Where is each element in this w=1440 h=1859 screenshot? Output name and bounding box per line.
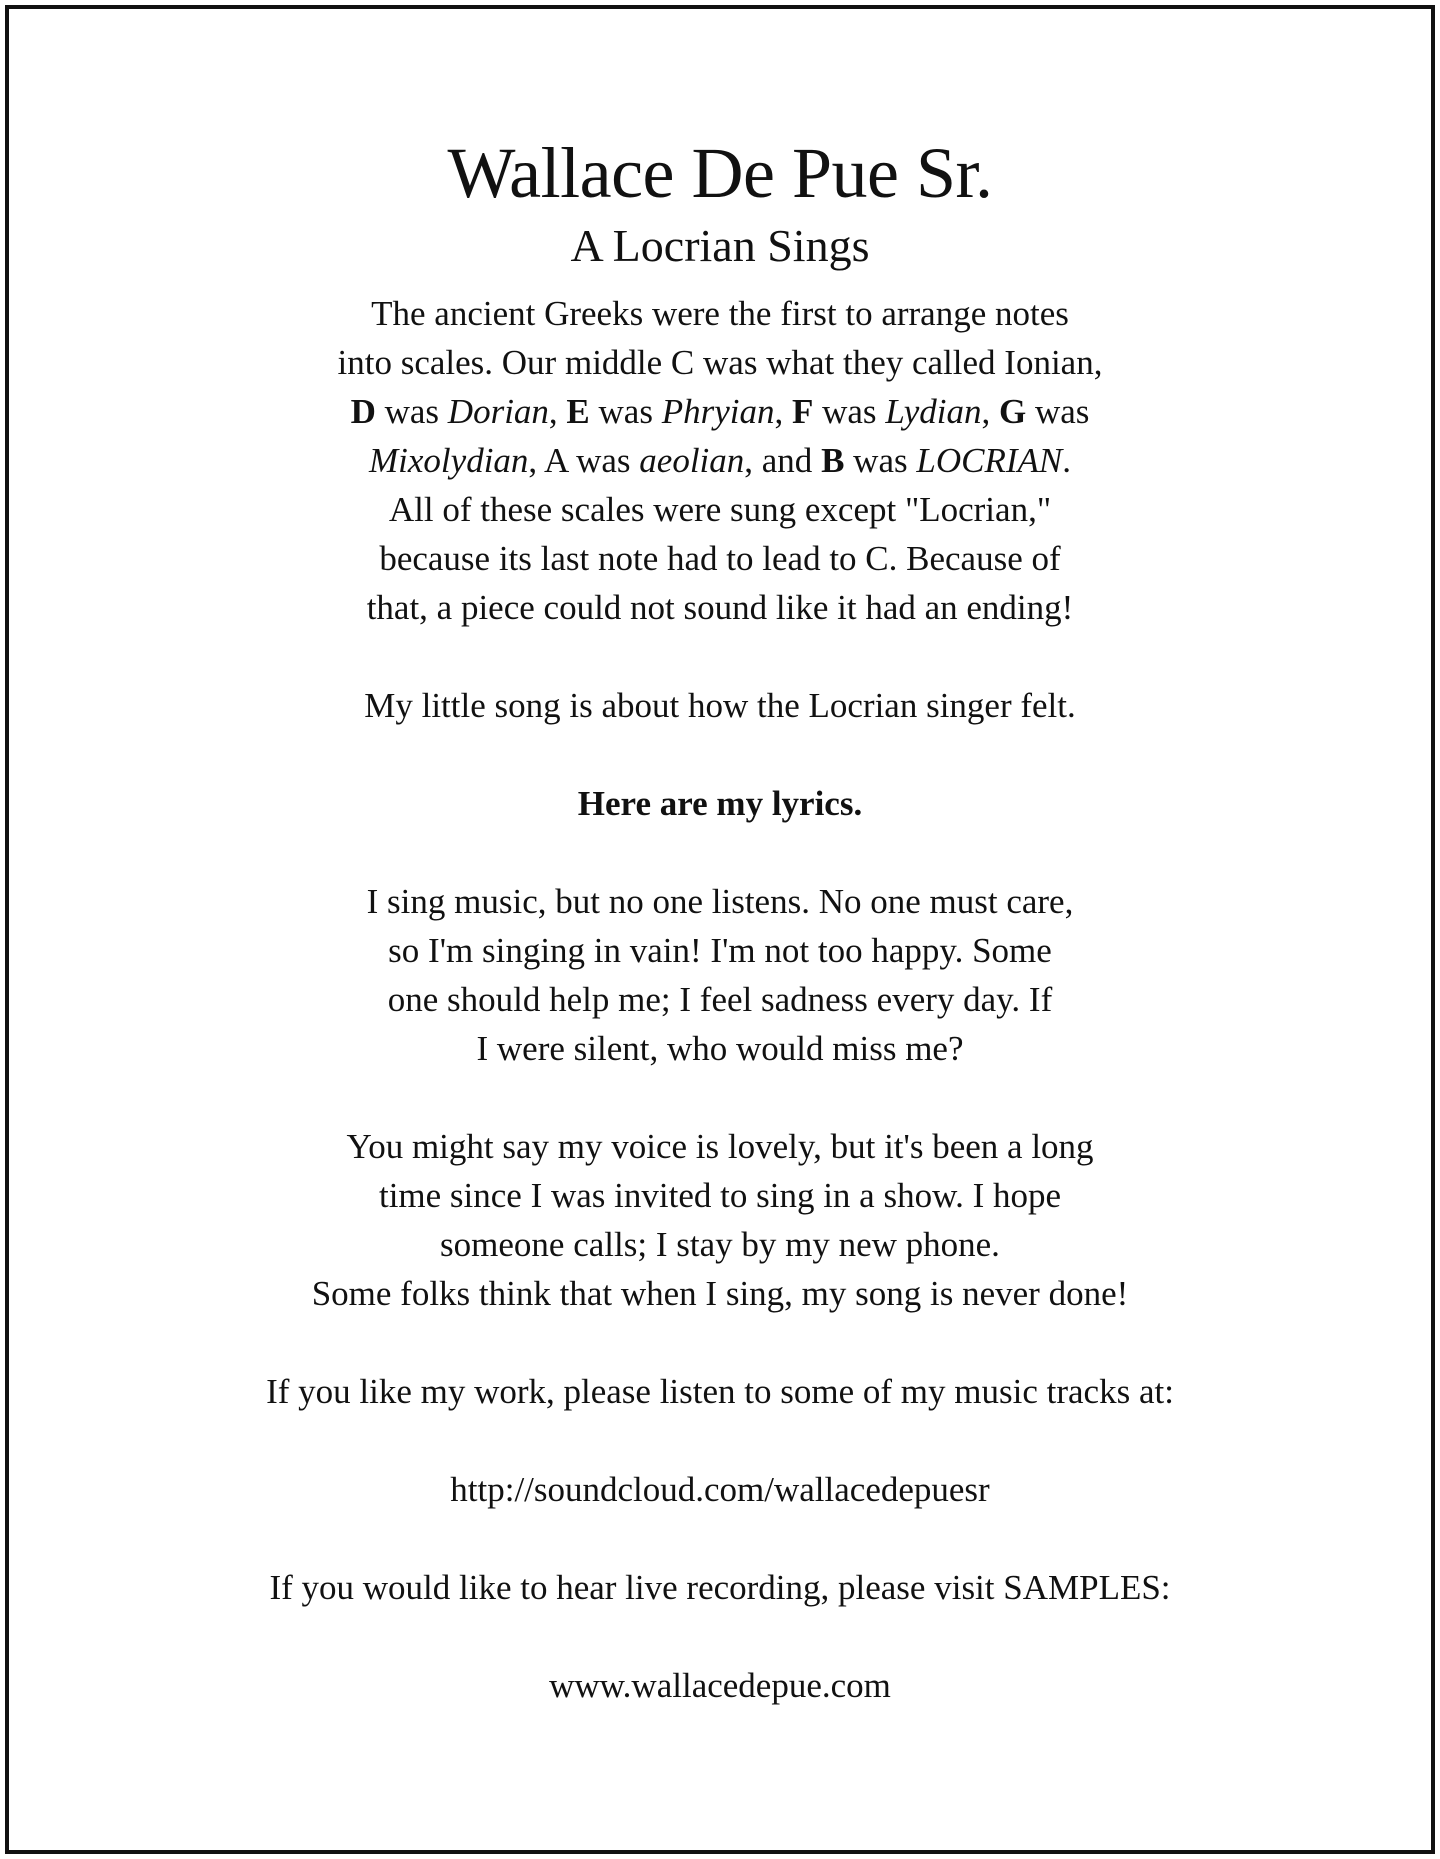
live-text-line: If you would like to hear live recording, please visit SAMPLES: (269, 1568, 1171, 1607)
text-sep: , (981, 392, 999, 431)
mode-locrian: LOCRIAN (916, 441, 1063, 480)
verse-2-line-1: You might say my voice is lovely, but it's been a long (346, 1127, 1094, 1166)
text-part: , and (744, 441, 822, 480)
spacer (9, 730, 1431, 779)
text-sep: , (548, 392, 567, 431)
intro-line-6: because its last note had to lead to C. Because of (379, 539, 1061, 578)
author-title: Wallace De Pue Sr. (447, 133, 993, 213)
verse-1-line-3: one should help me; I feel sadness every day. If (387, 980, 1053, 1019)
spacer (9, 1318, 1431, 1367)
verse-2-line-2: time since I was invited to sing in a show. I hope (378, 1176, 1062, 1215)
spacer (9, 1073, 1431, 1122)
text-part: was (844, 441, 917, 480)
spacer (9, 1416, 1431, 1465)
intro-line-1: The ancient Greeks were the first to arrange notes (371, 294, 1069, 333)
text-was: was (589, 392, 662, 431)
song-note (9, 681, 1431, 730)
note-d: D (350, 392, 376, 431)
song-title: A Locrian Sings (570, 220, 870, 271)
spacer (9, 1514, 1431, 1563)
mode-mixolydian: Mixolydian (369, 441, 529, 480)
lyrics-heading (9, 779, 1431, 828)
note-b: B (821, 441, 845, 480)
text-was: was (375, 392, 448, 431)
text-was: was (1026, 392, 1090, 431)
spacer (9, 632, 1431, 681)
text-part: , A was (528, 441, 640, 480)
spacer (9, 1612, 1431, 1661)
verse-1-line-4: I were silent, who would miss me? (476, 1029, 964, 1068)
text-end: . (1062, 441, 1071, 480)
verse-1 (9, 877, 1431, 1073)
website-link (9, 1661, 1431, 1710)
song-note-line: My little song is about how the Locrian singer felt. (364, 686, 1076, 725)
note-g: G (999, 392, 1027, 431)
verse-2 (9, 1122, 1431, 1318)
document-page (5, 5, 1435, 1854)
soundcloud-url: http://soundcloud.com/wallacedepuesr (450, 1470, 990, 1509)
listen-text-line: If you like my work, please listen to some of my music tracks at: (266, 1372, 1174, 1411)
intro-line-3 (9, 387, 1431, 436)
verse-2-line-4: Some folks think that when I sing, my song is never done! (311, 1274, 1129, 1313)
soundcloud-link (9, 1465, 1431, 1514)
intro-line-2: into scales. Our middle C was what they called Ionian, (337, 343, 1103, 382)
mode-aeolian: aeolian (639, 441, 745, 480)
mode-dorian: Dorian (447, 392, 549, 431)
intro-line-5: All of these scales were sung except "Locrian," (388, 490, 1052, 529)
intro-line-4 (9, 436, 1431, 485)
live-text (9, 1563, 1431, 1612)
verse-1-line-1: I sing music, but no one listens. No one must care, (366, 882, 1074, 921)
text-was: was (813, 392, 886, 431)
listen-text (9, 1367, 1431, 1416)
mode-phryian: Phryian (661, 392, 775, 431)
document-content (9, 129, 1431, 1710)
text-sep: , (774, 392, 792, 431)
note-e: E (566, 392, 590, 431)
mode-lydian: Lydian (885, 392, 982, 431)
website-url: www.wallacedepue.com (549, 1666, 891, 1705)
intro-paragraph (9, 289, 1431, 632)
note-f: F (791, 392, 814, 431)
verse-2-line-3: someone calls; I stay by my new phone. (440, 1225, 1000, 1264)
intro-line-7: that, a piece could not sound like it had an ending! (366, 588, 1074, 627)
verse-1-line-2: so I'm singing in vain! I'm not too happy. Some (388, 931, 1052, 970)
spacer (9, 828, 1431, 877)
lyrics-heading-line: Here are my lyrics. (577, 784, 863, 823)
